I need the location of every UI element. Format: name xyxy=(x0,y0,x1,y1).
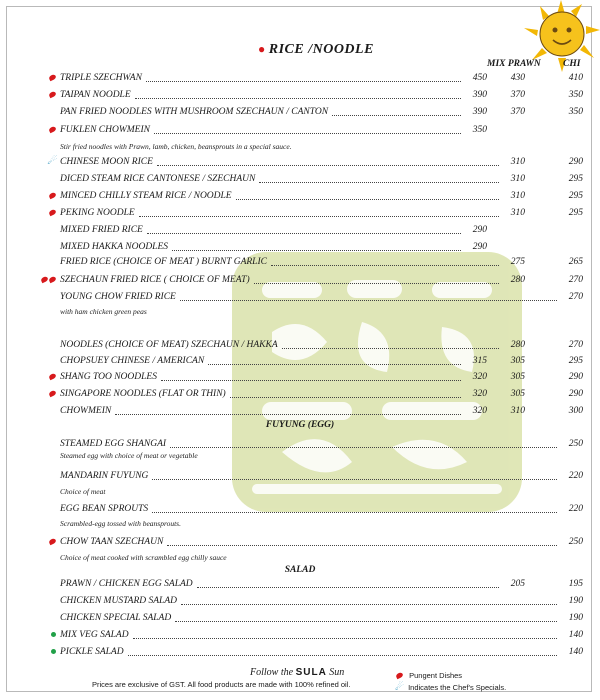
price-chi: 190 xyxy=(568,596,583,606)
price-chi: 295 xyxy=(568,356,583,366)
price-chi: 220 xyxy=(568,471,583,481)
menu-item-name: CHINESE MOON RICE xyxy=(60,157,153,167)
item-description: Choice of meat xyxy=(60,487,106,496)
menu-item-name: PEKING NOODLE xyxy=(60,208,135,218)
price-prawn: 310 xyxy=(510,157,525,167)
price-chi: 265 xyxy=(568,257,583,267)
menu-item xyxy=(0,224,600,236)
menu-item-name: MIX VEG SALAD xyxy=(60,630,129,640)
chef-special-icon: ☄ xyxy=(395,682,404,693)
dot-leader xyxy=(152,467,557,480)
menu-item-name: YOUNG CHOW FRIED RICE xyxy=(60,292,176,302)
column-header-chi: CHI xyxy=(563,59,581,69)
menu-item-name: PRAWN / CHICKEN EGG SALAD xyxy=(60,579,193,589)
menu-item-name: MINCED CHILLY STEAM RICE / NOODLE xyxy=(60,191,232,201)
menu-item-name: MIXED FRIED RICE xyxy=(60,225,143,235)
price-prawn: 280 xyxy=(510,340,525,350)
menu-item xyxy=(0,124,600,136)
price-chi: 290 xyxy=(568,372,583,382)
chili-icon xyxy=(34,207,56,219)
chili-icon xyxy=(34,536,56,548)
chef-special-icon: ☄ xyxy=(47,156,56,167)
price-mix: 315 xyxy=(472,356,487,366)
menu-item-name: PAN FRIED NOODLES WITH MUSHROOM SZECHAUN / CANTON xyxy=(60,107,329,117)
price-prawn: 310 xyxy=(510,174,525,184)
veg-icon xyxy=(34,629,56,641)
menu-item xyxy=(0,241,600,253)
price-chi: 270 xyxy=(568,292,583,302)
item-description: Scrambled-egg tossed with beansprouts. xyxy=(60,519,181,528)
menu-item-name: MIXED HAKKA NOODLES xyxy=(60,242,169,252)
price-mix: 450 xyxy=(472,73,487,83)
dot-leader xyxy=(167,533,557,546)
menu-item xyxy=(0,405,600,417)
dot-leader xyxy=(271,253,499,266)
legend-special: ☄ Indicates the Chef's Specials. xyxy=(395,682,507,693)
price-mix: 390 xyxy=(472,107,487,117)
price-chi: 250 xyxy=(568,439,583,449)
price-prawn: 310 xyxy=(510,406,525,416)
price-chi: 220 xyxy=(568,504,583,514)
price-chi: 140 xyxy=(568,630,583,640)
menu-item-name: MANDARIN FUYUNG xyxy=(60,471,149,481)
dot-leader xyxy=(133,626,557,639)
price-mix: 320 xyxy=(472,406,487,416)
menu-item xyxy=(0,438,600,450)
menu-item xyxy=(0,339,600,351)
dot-leader xyxy=(157,153,499,166)
price-prawn: 370 xyxy=(510,107,525,117)
legend-pungent: Pungent Dishes xyxy=(395,671,462,680)
item-description: with ham chicken green peas xyxy=(60,307,147,316)
menu-item-name: CHOW TAAN SZECHAUN xyxy=(60,537,164,547)
price-chi: 290 xyxy=(568,157,583,167)
dot-leader xyxy=(236,187,499,200)
menu-item xyxy=(0,256,600,268)
dot-leader xyxy=(180,288,557,301)
price-chi: 290 xyxy=(568,389,583,399)
price-chi: 195 xyxy=(568,579,583,589)
menu-item xyxy=(0,595,600,607)
price-mix: 320 xyxy=(472,389,487,399)
price-prawn: 310 xyxy=(510,208,525,218)
dot-leader xyxy=(115,402,461,415)
column-header-mix-prawn: MIX PRAWN xyxy=(487,59,541,69)
menu-item xyxy=(0,470,600,482)
dot-leader xyxy=(332,103,461,116)
chili-icon xyxy=(34,72,56,84)
chili-icon xyxy=(395,672,403,679)
price-prawn: 305 xyxy=(510,356,525,366)
price-chi: 350 xyxy=(568,90,583,100)
price-chi: 140 xyxy=(568,647,583,657)
price-mix: 290 xyxy=(472,225,487,235)
dot-leader xyxy=(175,609,557,622)
chili-icon xyxy=(34,190,56,202)
menu-item xyxy=(0,646,600,658)
dot-leader xyxy=(139,204,499,217)
follow-tagline: Follow the SULA Sun xyxy=(250,667,345,678)
price-prawn: 280 xyxy=(510,275,525,285)
price-chi: 295 xyxy=(568,191,583,201)
menu-item xyxy=(0,156,600,168)
menu-item xyxy=(0,578,600,590)
item-description: Choice of meat cooked with scrambled egg chilly sauce xyxy=(60,553,227,562)
menu-item xyxy=(0,371,600,383)
price-prawn: 370 xyxy=(510,90,525,100)
menu-item xyxy=(0,291,600,303)
chili-icon xyxy=(34,89,56,101)
price-chi: 190 xyxy=(568,613,583,623)
menu-item-name: CHOPSUEY CHINESE / AMERICAN xyxy=(60,356,205,366)
price-prawn: 305 xyxy=(510,372,525,382)
dot-leader xyxy=(181,592,557,605)
dot-leader xyxy=(197,575,499,588)
item-description: Steamed egg with choice of meat or vegetable xyxy=(60,451,198,460)
price-prawn: 310 xyxy=(510,191,525,201)
section-subheading: FUYUNG (EGG) xyxy=(265,420,335,430)
page-title: ● RICE /NOODLE xyxy=(258,42,374,57)
price-prawn: 305 xyxy=(510,389,525,399)
menu-item xyxy=(0,190,600,202)
menu-item xyxy=(0,536,600,548)
menu-item-name: SZECHAUN FRIED RICE ( CHOICE OF MEAT) xyxy=(60,275,250,285)
price-prawn: 205 xyxy=(510,579,525,589)
price-chi: 270 xyxy=(568,340,583,350)
dot-leader xyxy=(147,221,461,234)
menu-item-name: TRIPLE SZECHWAN xyxy=(60,73,142,83)
menu-item-name: FUKLEN CHOWMEIN xyxy=(60,125,150,135)
dot-leader xyxy=(154,121,461,134)
menu-item xyxy=(0,106,600,118)
veg-icon xyxy=(34,646,56,658)
menu-item xyxy=(0,72,600,84)
price-chi: 295 xyxy=(568,208,583,218)
menu-item-name: CHOWMEIN xyxy=(60,406,112,416)
menu-item-name: CHICKEN SPECIAL SALAD xyxy=(60,613,172,623)
item-description: Stir fried noodles with Prawn, lamb, chicken, beansprouts in a special sauce. xyxy=(60,142,292,151)
menu-item xyxy=(0,274,600,286)
price-chi: 350 xyxy=(568,107,583,117)
price-mix: 350 xyxy=(472,125,487,135)
dot-leader xyxy=(152,500,557,513)
dot-leader xyxy=(230,385,461,398)
dot-leader xyxy=(170,435,557,448)
menu-item-name: DICED STEAM RICE CANTONESE / SZECHAUN xyxy=(60,174,256,184)
gst-note: Prices are exclusive of GST. All food products are made with 100% refined oil. xyxy=(92,680,351,689)
price-chi: 250 xyxy=(568,537,583,547)
price-chi: 295 xyxy=(568,174,583,184)
dot-leader xyxy=(282,336,499,349)
menu-item-name: STEAMED EGG SHANGAI xyxy=(60,439,167,449)
menu-item xyxy=(0,355,600,367)
dot-leader xyxy=(146,69,461,82)
menu-item-name: EGG BEAN SPROUTS xyxy=(60,504,149,514)
dot-leader xyxy=(208,352,461,365)
menu-item-name: SHANG TOO NOODLES xyxy=(60,372,157,382)
price-prawn: 430 xyxy=(510,73,525,83)
dot-leader xyxy=(161,368,461,381)
menu-item xyxy=(0,89,600,101)
price-mix: 390 xyxy=(472,90,487,100)
price-prawn: 275 xyxy=(510,257,525,267)
price-mix: 320 xyxy=(472,372,487,382)
price-mix: 290 xyxy=(472,242,487,252)
dot-leader xyxy=(259,170,499,183)
menu-item-name: SINGAPORE NOODLES (FLAT OR THIN) xyxy=(60,389,226,399)
menu-item xyxy=(0,388,600,400)
chili-icon xyxy=(34,388,56,400)
menu-item xyxy=(0,173,600,185)
dot-leader xyxy=(172,238,461,251)
menu-item xyxy=(0,612,600,624)
menu-item-name: NOODLES (CHOICE OF MEAT) SZECHAUN / HAKKA xyxy=(60,340,278,350)
menu-item xyxy=(0,629,600,641)
chili-icon xyxy=(34,274,56,286)
price-chi: 270 xyxy=(568,275,583,285)
menu-item xyxy=(0,207,600,219)
dot-leader xyxy=(135,86,461,99)
chili-icon xyxy=(34,371,56,383)
menu-item-name: PICKLE SALAD xyxy=(60,647,124,657)
price-chi: 300 xyxy=(568,406,583,416)
menu-item xyxy=(0,503,600,515)
chili-icon xyxy=(34,124,56,136)
dot-leader xyxy=(128,643,557,656)
menu-item-name: TAIPAN NOODLE xyxy=(60,90,131,100)
menu-item-name: CHICKEN MUSTARD SALAD xyxy=(60,596,177,606)
dot-leader xyxy=(254,271,499,284)
menu-item-name: FRIED RICE (CHOICE OF MEAT ) BURNT GARLIC xyxy=(60,257,267,267)
section-subheading: SALAD xyxy=(284,565,316,575)
price-chi: 410 xyxy=(568,73,583,83)
